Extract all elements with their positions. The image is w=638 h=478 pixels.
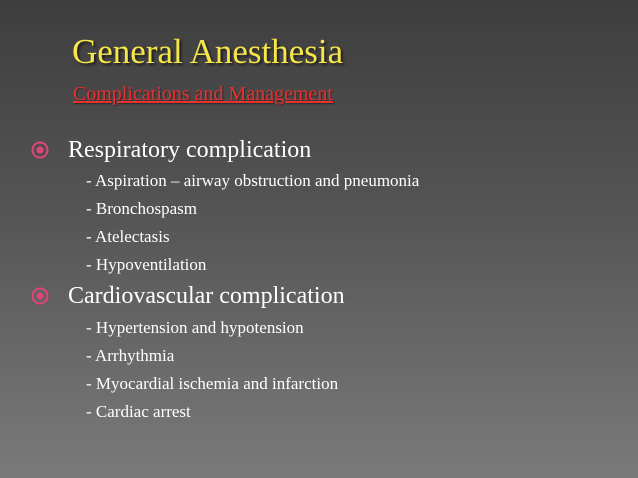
list-item: - Cardiac arrest	[86, 402, 191, 421]
section-heading: Cardiovascular complication	[68, 283, 345, 309]
list-item: - Myocardial ischemia and infarction	[86, 374, 339, 393]
section-heading-row	[30, 282, 345, 310]
section-heading: Respiratory complication	[68, 137, 312, 163]
section-heading-row	[30, 136, 311, 164]
list-item: - Hypertension and hypotension	[86, 318, 304, 337]
list-item: - Arrhythmia	[86, 346, 175, 365]
list-item: - Bronchospasm	[86, 199, 197, 218]
slide-subtitle: Complications and Management	[73, 83, 333, 105]
section-respiratory	[30, 136, 311, 164]
list-item: - Aspiration – airway obstruction and pneumonia	[86, 171, 420, 190]
circle-dot-bullet-icon	[30, 140, 50, 160]
section-cardiovascular	[30, 282, 345, 310]
list-item: - Atelectasis	[86, 227, 170, 246]
circle-dot-bullet-icon	[30, 286, 50, 306]
list-item: - Hypoventilation	[86, 255, 207, 274]
slide-title: General Anesthesia	[72, 32, 344, 71]
